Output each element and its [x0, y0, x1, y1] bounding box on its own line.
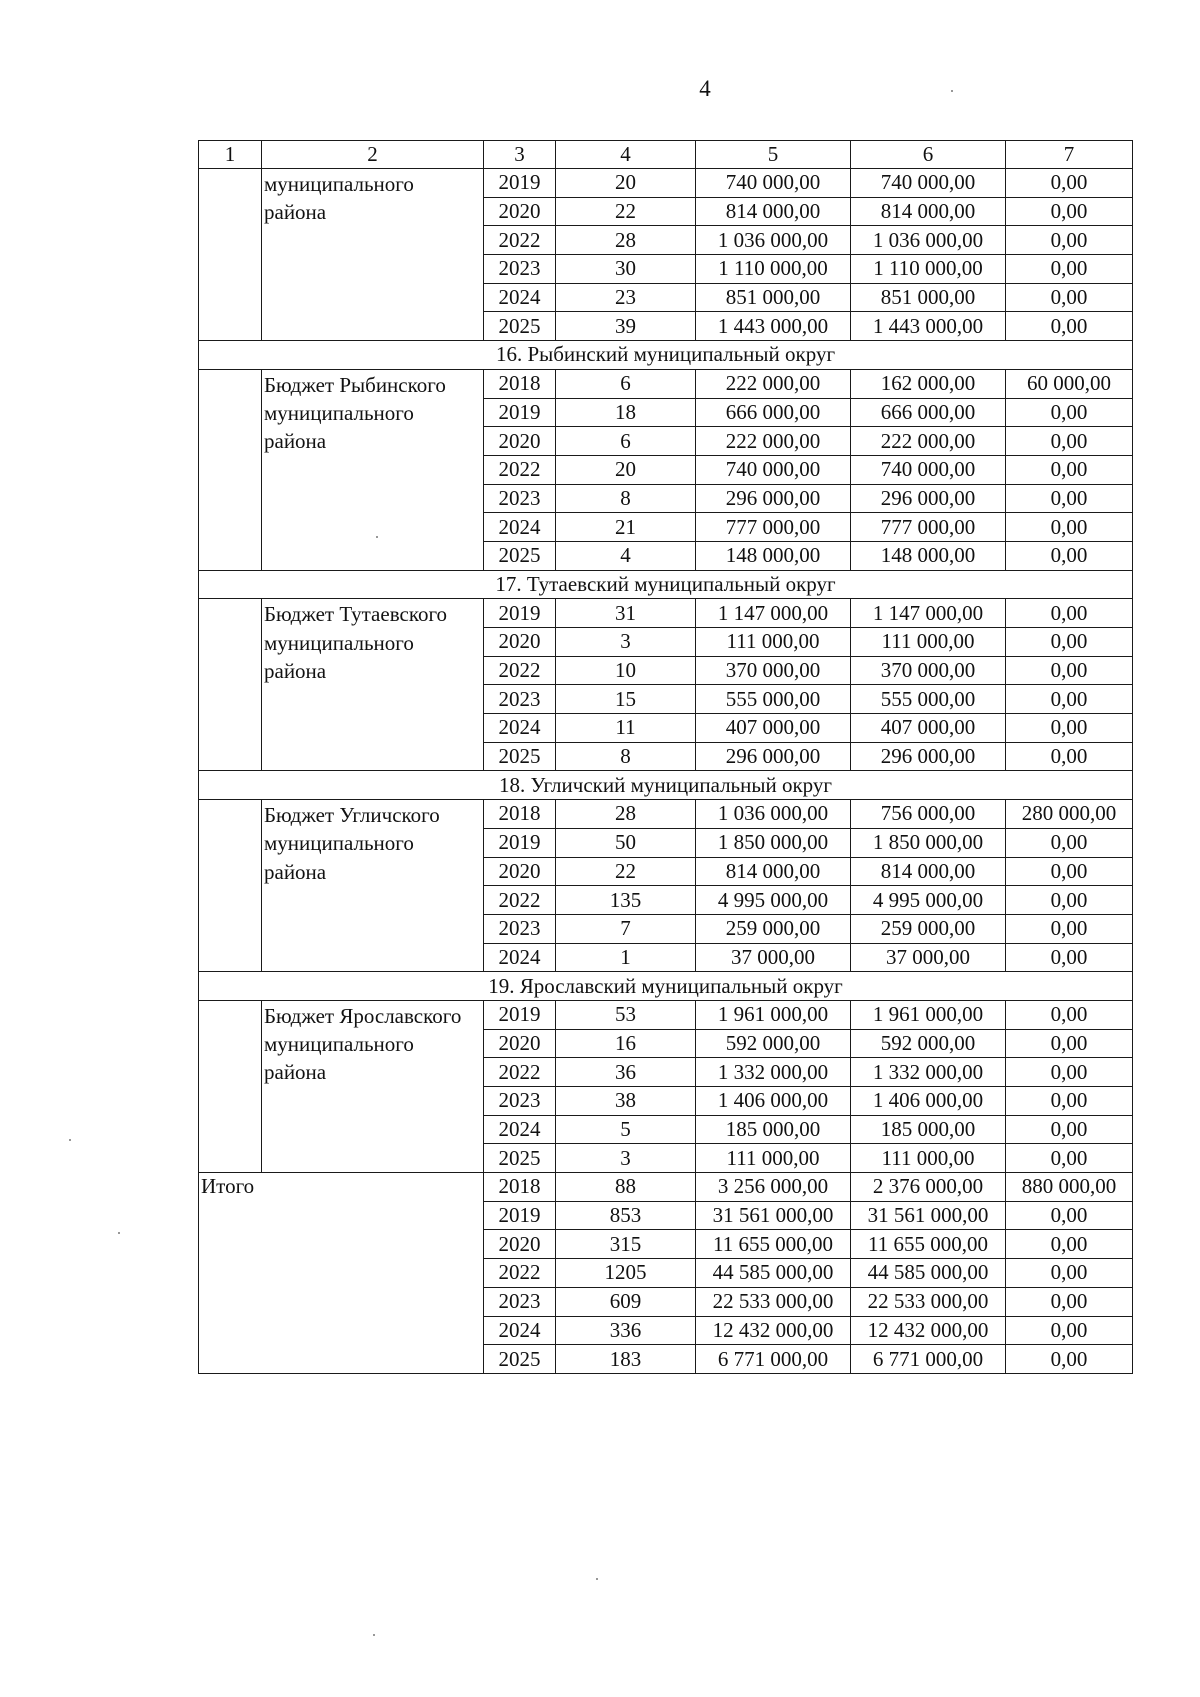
count-cell: 1205 — [556, 1259, 696, 1288]
count-cell: 3 — [556, 628, 696, 657]
other-amount-cell: 0,00 — [1006, 886, 1133, 915]
count-cell: 7 — [556, 914, 696, 943]
section-title: 17. Тутаевский муниципальный округ — [199, 570, 1133, 599]
row-number-cell — [199, 169, 262, 341]
total-amount-cell: 666 000,00 — [696, 398, 851, 427]
budget-name-cell: Бюджет Угличского муниципального района — [262, 800, 484, 972]
scan-speck — [69, 1139, 71, 1141]
other-amount-cell: 0,00 — [1006, 427, 1133, 456]
regional-amount-cell: 756 000,00 — [851, 800, 1006, 829]
count-cell: 16 — [556, 1029, 696, 1058]
other-amount-cell: 0,00 — [1006, 857, 1133, 886]
column-header: 2 — [262, 141, 484, 169]
count-cell: 88 — [556, 1173, 696, 1202]
row-number-cell — [199, 1000, 262, 1172]
other-amount-cell: 0,00 — [1006, 1144, 1133, 1173]
regional-amount-cell: 1 406 000,00 — [851, 1087, 1006, 1116]
other-amount-cell: 0,00 — [1006, 914, 1133, 943]
total-amount-cell: 814 000,00 — [696, 197, 851, 226]
count-cell: 183 — [556, 1345, 696, 1374]
year-cell: 2020 — [484, 197, 556, 226]
regional-amount-cell: 6 771 000,00 — [851, 1345, 1006, 1374]
year-cell: 2020 — [484, 628, 556, 657]
other-amount-cell: 0,00 — [1006, 1000, 1133, 1029]
total-amount-cell: 296 000,00 — [696, 742, 851, 771]
total-amount-cell: 1 443 000,00 — [696, 312, 851, 341]
regional-amount-cell: 296 000,00 — [851, 742, 1006, 771]
other-amount-cell: 0,00 — [1006, 1230, 1133, 1259]
count-cell: 8 — [556, 484, 696, 513]
allocation-table — [198, 140, 1133, 1374]
other-amount-cell: 0,00 — [1006, 312, 1133, 341]
count-cell: 20 — [556, 169, 696, 198]
year-cell: 2019 — [484, 169, 556, 198]
regional-amount-cell: 222 000,00 — [851, 427, 1006, 456]
total-amount-cell: 1 036 000,00 — [696, 226, 851, 255]
count-cell: 23 — [556, 283, 696, 312]
total-amount-cell: 740 000,00 — [696, 455, 851, 484]
year-cell: 2019 — [484, 1201, 556, 1230]
regional-amount-cell: 407 000,00 — [851, 714, 1006, 743]
other-amount-cell: 0,00 — [1006, 455, 1133, 484]
budget-name-cell: Бюджет Ярославского муниципального района — [262, 1000, 484, 1172]
budget-name-cell: муниципального района — [262, 169, 484, 341]
total-label: Итого — [199, 1173, 484, 1374]
section-title-row — [199, 570, 1133, 599]
count-cell: 22 — [556, 197, 696, 226]
column-header: 7 — [1006, 141, 1133, 169]
year-cell: 2019 — [484, 599, 556, 628]
other-amount-cell: 0,00 — [1006, 714, 1133, 743]
year-cell: 2023 — [484, 914, 556, 943]
budget-name-cell: Бюджет Тутаевского муниципального района — [262, 599, 484, 771]
regional-amount-cell: 12 432 000,00 — [851, 1316, 1006, 1345]
section-title-row — [199, 771, 1133, 800]
other-amount-cell: 0,00 — [1006, 685, 1133, 714]
budget-name-cell: Бюджет Рыбинского муниципального района — [262, 369, 484, 570]
count-cell: 135 — [556, 886, 696, 915]
column-header: 4 — [556, 141, 696, 169]
total-amount-cell: 1 406 000,00 — [696, 1087, 851, 1116]
column-header: 6 — [851, 141, 1006, 169]
total-amount-cell: 1 036 000,00 — [696, 800, 851, 829]
other-amount-cell: 0,00 — [1006, 599, 1133, 628]
other-amount-cell: 0,00 — [1006, 1115, 1133, 1144]
other-amount-cell: 280 000,00 — [1006, 800, 1133, 829]
year-cell: 2019 — [484, 398, 556, 427]
count-cell: 31 — [556, 599, 696, 628]
count-cell: 21 — [556, 513, 696, 542]
total-amount-cell: 4 995 000,00 — [696, 886, 851, 915]
regional-amount-cell: 666 000,00 — [851, 398, 1006, 427]
regional-amount-cell: 296 000,00 — [851, 484, 1006, 513]
total-amount-cell: 555 000,00 — [696, 685, 851, 714]
page-number: 4 — [699, 76, 711, 101]
count-cell: 36 — [556, 1058, 696, 1087]
other-amount-cell: 0,00 — [1006, 484, 1133, 513]
other-amount-cell: 0,00 — [1006, 943, 1133, 972]
regional-amount-cell: 111 000,00 — [851, 628, 1006, 657]
total-row — [199, 1173, 1133, 1202]
year-cell: 2022 — [484, 1058, 556, 1087]
year-cell: 2020 — [484, 857, 556, 886]
allocation-table-container — [198, 140, 1132, 1374]
other-amount-cell: 0,00 — [1006, 1058, 1133, 1087]
table-row — [199, 800, 1133, 829]
column-header: 1 — [199, 141, 262, 169]
count-cell: 20 — [556, 455, 696, 484]
regional-amount-cell: 31 561 000,00 — [851, 1201, 1006, 1230]
other-amount-cell: 880 000,00 — [1006, 1173, 1133, 1202]
year-cell: 2023 — [484, 1287, 556, 1316]
regional-amount-cell: 370 000,00 — [851, 656, 1006, 685]
row-number-cell — [199, 369, 262, 570]
regional-amount-cell: 1 332 000,00 — [851, 1058, 1006, 1087]
regional-amount-cell: 162 000,00 — [851, 369, 1006, 398]
count-cell: 8 — [556, 742, 696, 771]
year-cell: 2024 — [484, 943, 556, 972]
total-amount-cell: 11 655 000,00 — [696, 1230, 851, 1259]
count-cell: 28 — [556, 226, 696, 255]
scan-speck — [118, 1232, 120, 1234]
scan-speck — [951, 90, 953, 92]
year-cell: 2022 — [484, 226, 556, 255]
total-amount-cell: 259 000,00 — [696, 914, 851, 943]
other-amount-cell: 0,00 — [1006, 742, 1133, 771]
count-cell: 853 — [556, 1201, 696, 1230]
regional-amount-cell: 592 000,00 — [851, 1029, 1006, 1058]
scan-speck — [596, 1578, 598, 1580]
regional-amount-cell: 11 655 000,00 — [851, 1230, 1006, 1259]
regional-amount-cell: 814 000,00 — [851, 857, 1006, 886]
column-header: 5 — [696, 141, 851, 169]
year-cell: 2024 — [484, 714, 556, 743]
other-amount-cell: 0,00 — [1006, 1316, 1133, 1345]
year-cell: 2024 — [484, 1115, 556, 1144]
regional-amount-cell: 777 000,00 — [851, 513, 1006, 542]
other-amount-cell: 0,00 — [1006, 226, 1133, 255]
regional-amount-cell: 740 000,00 — [851, 455, 1006, 484]
total-amount-cell: 111 000,00 — [696, 1144, 851, 1173]
header-row — [199, 141, 1133, 169]
total-amount-cell: 740 000,00 — [696, 169, 851, 198]
section-title: 16. Рыбинский муниципальный округ — [199, 341, 1133, 370]
count-cell: 5 — [556, 1115, 696, 1144]
table-row — [199, 1000, 1133, 1029]
year-cell: 2023 — [484, 685, 556, 714]
total-amount-cell: 814 000,00 — [696, 857, 851, 886]
year-cell: 2025 — [484, 541, 556, 570]
count-cell: 38 — [556, 1087, 696, 1116]
other-amount-cell: 0,00 — [1006, 169, 1133, 198]
table-row — [199, 599, 1133, 628]
count-cell: 4 — [556, 541, 696, 570]
section-title-row — [199, 341, 1133, 370]
count-cell: 609 — [556, 1287, 696, 1316]
count-cell: 50 — [556, 828, 696, 857]
other-amount-cell: 0,00 — [1006, 1287, 1133, 1316]
table-body — [199, 141, 1133, 1374]
total-amount-cell: 1 961 000,00 — [696, 1000, 851, 1029]
other-amount-cell: 0,00 — [1006, 656, 1133, 685]
other-amount-cell: 0,00 — [1006, 513, 1133, 542]
count-cell: 315 — [556, 1230, 696, 1259]
count-cell: 3 — [556, 1144, 696, 1173]
count-cell: 22 — [556, 857, 696, 886]
total-amount-cell: 407 000,00 — [696, 714, 851, 743]
other-amount-cell: 0,00 — [1006, 1201, 1133, 1230]
year-cell: 2020 — [484, 1029, 556, 1058]
year-cell: 2020 — [484, 427, 556, 456]
row-number-cell — [199, 800, 262, 972]
year-cell: 2023 — [484, 255, 556, 284]
other-amount-cell: 0,00 — [1006, 628, 1133, 657]
regional-amount-cell: 1 110 000,00 — [851, 255, 1006, 284]
year-cell: 2025 — [484, 1144, 556, 1173]
table-row — [199, 169, 1133, 198]
total-amount-cell: 1 147 000,00 — [696, 599, 851, 628]
total-amount-cell: 12 432 000,00 — [696, 1316, 851, 1345]
regional-amount-cell: 1 443 000,00 — [851, 312, 1006, 341]
regional-amount-cell: 44 585 000,00 — [851, 1259, 1006, 1288]
total-amount-cell: 111 000,00 — [696, 628, 851, 657]
total-amount-cell: 296 000,00 — [696, 484, 851, 513]
total-amount-cell: 148 000,00 — [696, 541, 851, 570]
regional-amount-cell: 1 850 000,00 — [851, 828, 1006, 857]
count-cell: 15 — [556, 685, 696, 714]
count-cell: 53 — [556, 1000, 696, 1029]
other-amount-cell: 0,00 — [1006, 255, 1133, 284]
total-amount-cell: 3 256 000,00 — [696, 1173, 851, 1202]
year-cell: 2018 — [484, 1173, 556, 1202]
scan-speck — [376, 536, 378, 538]
total-amount-cell: 31 561 000,00 — [696, 1201, 851, 1230]
total-amount-cell: 1 850 000,00 — [696, 828, 851, 857]
total-amount-cell: 1 110 000,00 — [696, 255, 851, 284]
total-amount-cell: 851 000,00 — [696, 283, 851, 312]
total-amount-cell: 1 332 000,00 — [696, 1058, 851, 1087]
year-cell: 2023 — [484, 484, 556, 513]
other-amount-cell: 0,00 — [1006, 1259, 1133, 1288]
count-cell: 10 — [556, 656, 696, 685]
count-cell: 30 — [556, 255, 696, 284]
year-cell: 2022 — [484, 656, 556, 685]
count-cell: 1 — [556, 943, 696, 972]
regional-amount-cell: 2 376 000,00 — [851, 1173, 1006, 1202]
other-amount-cell: 0,00 — [1006, 541, 1133, 570]
count-cell: 39 — [556, 312, 696, 341]
total-amount-cell: 370 000,00 — [696, 656, 851, 685]
regional-amount-cell: 555 000,00 — [851, 685, 1006, 714]
total-amount-cell: 185 000,00 — [696, 1115, 851, 1144]
regional-amount-cell: 1 147 000,00 — [851, 599, 1006, 628]
year-cell: 2022 — [484, 455, 556, 484]
regional-amount-cell: 185 000,00 — [851, 1115, 1006, 1144]
other-amount-cell: 0,00 — [1006, 1029, 1133, 1058]
regional-amount-cell: 1 961 000,00 — [851, 1000, 1006, 1029]
row-number-cell — [199, 599, 262, 771]
year-cell: 2025 — [484, 1345, 556, 1374]
year-cell: 2024 — [484, 513, 556, 542]
total-amount-cell: 44 585 000,00 — [696, 1259, 851, 1288]
total-amount-cell: 22 533 000,00 — [696, 1287, 851, 1316]
count-cell: 11 — [556, 714, 696, 743]
other-amount-cell: 0,00 — [1006, 197, 1133, 226]
regional-amount-cell: 740 000,00 — [851, 169, 1006, 198]
regional-amount-cell: 111 000,00 — [851, 1144, 1006, 1173]
total-amount-cell: 777 000,00 — [696, 513, 851, 542]
other-amount-cell: 0,00 — [1006, 1087, 1133, 1116]
total-amount-cell: 592 000,00 — [696, 1029, 851, 1058]
count-cell: 336 — [556, 1316, 696, 1345]
year-cell: 2025 — [484, 742, 556, 771]
scan-speck — [373, 1634, 375, 1636]
year-cell: 2024 — [484, 283, 556, 312]
count-cell: 6 — [556, 369, 696, 398]
year-cell: 2022 — [484, 1259, 556, 1288]
regional-amount-cell: 259 000,00 — [851, 914, 1006, 943]
count-cell: 28 — [556, 800, 696, 829]
total-amount-cell: 37 000,00 — [696, 943, 851, 972]
regional-amount-cell: 814 000,00 — [851, 197, 1006, 226]
year-cell: 2020 — [484, 1230, 556, 1259]
section-title: 19. Ярославский муниципальный округ — [199, 972, 1133, 1001]
year-cell: 2019 — [484, 828, 556, 857]
regional-amount-cell: 4 995 000,00 — [851, 886, 1006, 915]
regional-amount-cell: 22 533 000,00 — [851, 1287, 1006, 1316]
total-amount-cell: 6 771 000,00 — [696, 1345, 851, 1374]
other-amount-cell: 60 000,00 — [1006, 369, 1133, 398]
regional-amount-cell: 1 036 000,00 — [851, 226, 1006, 255]
total-amount-cell: 222 000,00 — [696, 369, 851, 398]
year-cell: 2024 — [484, 1316, 556, 1345]
regional-amount-cell: 851 000,00 — [851, 283, 1006, 312]
count-cell: 6 — [556, 427, 696, 456]
regional-amount-cell: 37 000,00 — [851, 943, 1006, 972]
year-cell: 2018 — [484, 800, 556, 829]
total-amount-cell: 222 000,00 — [696, 427, 851, 456]
year-cell: 2019 — [484, 1000, 556, 1029]
section-title: 18. Угличский муниципальный округ — [199, 771, 1133, 800]
year-cell: 2025 — [484, 312, 556, 341]
other-amount-cell: 0,00 — [1006, 398, 1133, 427]
table-row — [199, 369, 1133, 398]
year-cell: 2022 — [484, 886, 556, 915]
year-cell: 2018 — [484, 369, 556, 398]
column-header: 3 — [484, 141, 556, 169]
other-amount-cell: 0,00 — [1006, 1345, 1133, 1374]
regional-amount-cell: 148 000,00 — [851, 541, 1006, 570]
count-cell: 18 — [556, 398, 696, 427]
year-cell: 2023 — [484, 1087, 556, 1116]
other-amount-cell: 0,00 — [1006, 828, 1133, 857]
section-title-row — [199, 972, 1133, 1001]
other-amount-cell: 0,00 — [1006, 283, 1133, 312]
